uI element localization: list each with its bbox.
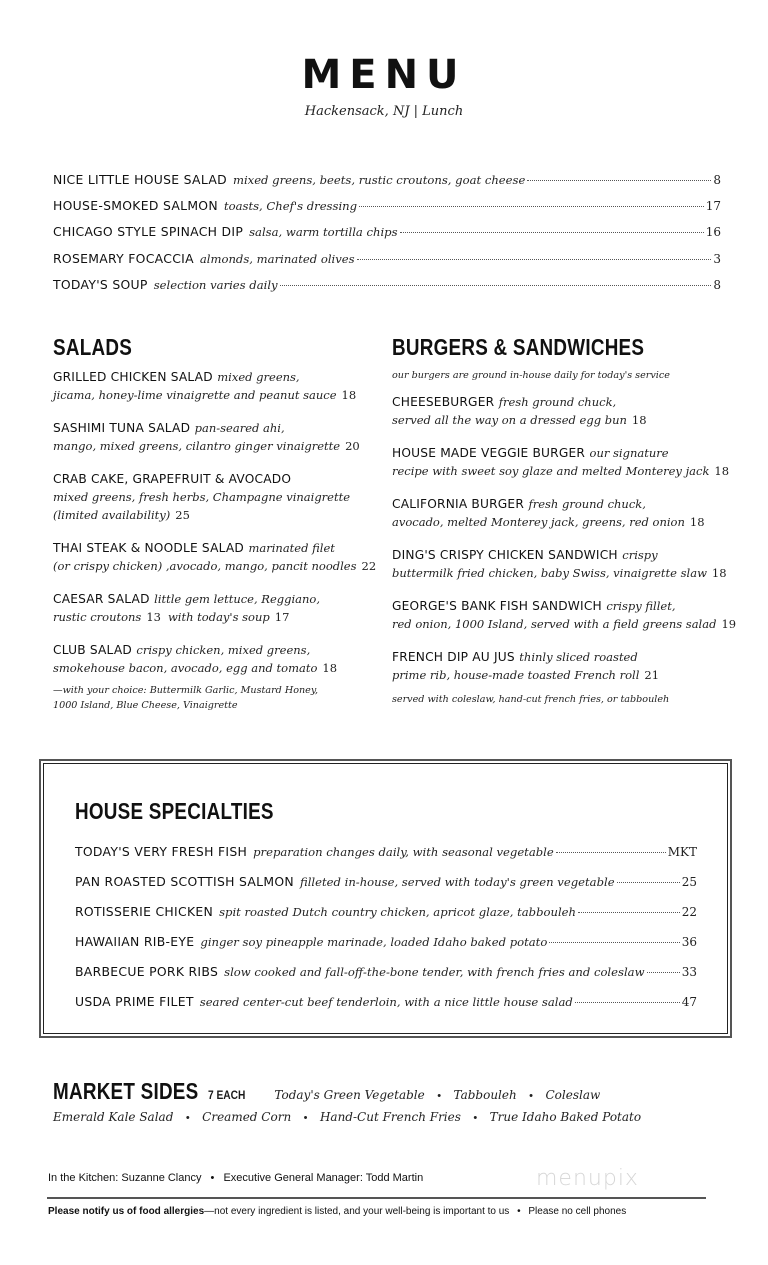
item-price: 20 [345, 439, 360, 453]
item-name: CHEESEBURGER [392, 395, 495, 409]
sides-row-2 [53, 1108, 733, 1126]
cell-phone-notice: Please no cell phones [528, 1206, 627, 1217]
item-name: ROSEMARY FOCACCIA [53, 250, 194, 266]
starter-item [53, 251, 721, 277]
item-description: fresh ground chuck, [528, 497, 646, 511]
salads-section [53, 334, 377, 713]
item-description: mango, mixed greens, cilantro ginger vinaigrette [53, 439, 341, 453]
item-name: DING'S CRISPY CHICKEN SANDWICH [392, 548, 618, 562]
item-price: 25 [175, 508, 190, 522]
bullet-separator: • [210, 1172, 215, 1184]
item-name: HOUSE-SMOKED SALMON [53, 198, 218, 214]
item-description: mixed greens, fresh herbs, Champagne vinaigrette [53, 490, 351, 504]
burger-item [392, 444, 737, 480]
item-name: CAESAR SALAD [53, 592, 150, 606]
item-name: HAWAIIAN RIB-EYE [75, 934, 195, 949]
item-description: jicama, honey-lime vinaigrette and peanut sauce [53, 388, 337, 402]
burger-item [392, 393, 737, 429]
item-description: selection varies daily [153, 277, 278, 292]
item-description: almonds, marinated olives [199, 251, 355, 266]
item-description: our signature [589, 446, 669, 460]
item-price: 36 [681, 935, 697, 949]
item-price: 18 [689, 515, 705, 529]
item-price: 33 [681, 965, 697, 979]
item-description: toasts, Chef's dressing [223, 199, 358, 214]
salad-item [53, 368, 373, 404]
side-item: Emerald Kale Salad [53, 1110, 174, 1124]
footer-divider [47, 1197, 706, 1199]
item-description: crispy chicken, mixed greens, [136, 643, 311, 657]
bullet-separator: • [473, 1112, 478, 1124]
item-price: 17 [705, 199, 721, 214]
specialty-item [75, 994, 697, 1024]
burger-item [392, 546, 737, 582]
item-description: buttermilk fried chicken, baby Swiss, vinaigrette slaw [392, 566, 707, 580]
item-description: marinated filet [248, 541, 335, 555]
item-description: avocado, melted Monterey jack, greens, red onion [392, 515, 685, 529]
salad-item [53, 419, 373, 455]
item-price: 18 [714, 464, 730, 478]
item-price: 18 [322, 661, 338, 675]
item-description: rustic croutons [53, 610, 142, 624]
item-description: spit roasted Dutch country chicken, apricot glaze, tabbouleh [219, 905, 576, 919]
specialty-item [75, 904, 697, 934]
section-heading-burgers: BURGERS & SANDWICHES [392, 334, 645, 360]
starters-list [53, 172, 721, 303]
dressing-note: —with your choice: Buttermilk Garlic, Mustard Honey, [53, 685, 319, 696]
menu-title: MENU [301, 52, 467, 98]
staff-credits [48, 1172, 423, 1184]
dot-leader [647, 972, 680, 973]
menu-subtitle: Hackensack, NJ | Lunch [304, 104, 464, 119]
item-name: GRILLED CHICKEN SALAD [53, 370, 213, 384]
burger-item [392, 648, 737, 684]
dot-leader [527, 180, 711, 181]
dot-leader [578, 912, 680, 913]
item-description: mixed greens, beets, rustic croutons, goat cheese [232, 173, 526, 187]
specialty-item [75, 874, 697, 904]
salad-item [53, 641, 373, 677]
item-description: seared center-cut beef tenderloin, with a nice little house salad [199, 995, 573, 1009]
burger-item [392, 597, 737, 633]
item-description: served all the way on a dressed egg bun [392, 413, 627, 427]
item-name: CHICAGO STYLE SPINACH DIP [53, 224, 244, 240]
side-item: Coleslaw [545, 1088, 601, 1102]
item-name: CALIFORNIA BURGER [392, 497, 524, 511]
item-name: SASHIMI TUNA SALAD [53, 421, 191, 435]
item-price: 18 [711, 566, 727, 580]
bullet-separator: • [185, 1112, 190, 1124]
item-price: 13 [146, 610, 161, 624]
bullet-separator: • [529, 1090, 534, 1102]
dot-leader [549, 942, 679, 943]
starter-item [53, 198, 721, 224]
salad-item [53, 539, 377, 575]
bullet-separator: • [303, 1112, 308, 1124]
item-description: fresh ground chuck, [498, 395, 617, 409]
section-heading-salads: SALADS [53, 334, 133, 360]
item-price: 25 [681, 875, 697, 889]
item-addon: with today's soup [167, 610, 270, 624]
item-name: CLUB SALAD [53, 643, 132, 657]
item-description: crispy [622, 548, 658, 562]
item-price: 47 [681, 995, 697, 1009]
item-description: little gem lettuce, Reggiano, [154, 592, 321, 606]
item-description: prime rib, house-made toasted French roll [392, 668, 640, 682]
item-name: TODAY'S SOUP [53, 276, 148, 292]
item-price: 22 [681, 905, 697, 919]
specialty-item [75, 844, 697, 874]
manager-credit: Executive General Manager: Todd Martin [223, 1172, 424, 1184]
item-name: THAI STEAK & NOODLE SALAD [53, 541, 245, 555]
salad-item [53, 470, 373, 524]
item-description: thinly sliced roasted [519, 650, 638, 664]
dot-leader [575, 1002, 680, 1003]
item-description: (or crispy chicken) ,avocado, mango, pancit noodles [53, 559, 357, 573]
item-name: BARBECUE PORK RIBS [75, 964, 219, 979]
side-item: Hand-Cut French Fries [319, 1110, 461, 1124]
starter-item [53, 172, 721, 198]
dot-leader [357, 259, 712, 260]
allergy-notice [48, 1206, 626, 1217]
allergy-notice-text: —not every ingredient is listed, and your well-being is important to us [204, 1206, 510, 1217]
burgers-intro: our burgers are ground in-house daily for today's service [392, 370, 670, 381]
item-description: slow cooked and fall-off-the-bone tender, with french fries and coleslaw [224, 965, 645, 979]
salad-item [53, 590, 373, 626]
item-name: ROTISSERIE CHICKEN [75, 904, 214, 919]
served-with-note: served with coleslaw, hand-cut french fries, or tabbouleh [392, 694, 670, 705]
item-description: red onion, 1000 Island, served with a field greens salad [392, 617, 717, 631]
side-item: Creamed Corn [202, 1110, 292, 1124]
item-description: pan-seared ahi, [194, 421, 285, 435]
item-description: recipe with sweet soy glaze and melted Monterey jack [392, 464, 710, 478]
dot-leader [617, 882, 680, 883]
item-price: 22 [361, 559, 377, 573]
specialties-list [75, 844, 697, 1024]
item-description: preparation changes daily, with seasonal vegetable [253, 845, 554, 859]
watermark-logo: menupix [536, 1166, 639, 1191]
burger-item [392, 495, 737, 531]
bullet-separator: • [517, 1206, 521, 1217]
market-sides-section [53, 1078, 733, 1126]
dot-leader [400, 232, 704, 233]
bullet-separator: • [437, 1090, 442, 1102]
item-price: 8 [713, 173, 721, 187]
item-price: 18 [341, 388, 357, 402]
item-price: 8 [713, 277, 721, 292]
section-heading-market-sides: MARKET SIDES [53, 1078, 199, 1104]
item-name: NICE LITTLE HOUSE SALAD [53, 172, 227, 187]
item-description: salsa, warm tortilla chips [249, 225, 398, 240]
allergy-notice-bold: Please notify us of food allergies [48, 1206, 205, 1217]
item-name: PAN ROASTED SCOTTISH SALMON [75, 874, 294, 889]
sides-row-1 [274, 1086, 600, 1104]
dot-leader [359, 206, 704, 207]
item-description: mixed greens, [217, 370, 300, 384]
section-heading-specialties: HOUSE SPECIALTIES [75, 798, 274, 824]
side-item: Tabbouleh [453, 1088, 517, 1102]
item-description: smokehouse bacon, avocado, egg and tomato [53, 661, 318, 675]
item-price: MKT [667, 845, 697, 859]
item-availability: (limited availability) [53, 508, 171, 522]
dot-leader [280, 285, 712, 286]
item-description: ginger soy pineapple marinade, loaded Idaho baked potato [200, 935, 548, 949]
starter-item [53, 277, 721, 303]
addon-price: 17 [274, 610, 290, 624]
item-name: GEORGE'S BANK FISH SANDWICH [392, 599, 602, 613]
dot-leader [556, 852, 666, 853]
sides-price: 7 EACH [208, 1088, 246, 1102]
item-name: USDA PRIME FILET [75, 994, 194, 1009]
specialty-item [75, 964, 697, 994]
side-item: Today's Green Vegetable [274, 1088, 425, 1102]
item-name: HOUSE MADE VEGGIE BURGER [392, 446, 586, 460]
item-price: 19 [721, 617, 737, 631]
side-item: True Idaho Baked Potato [489, 1110, 642, 1124]
kitchen-credit: In the Kitchen: Suzanne Clancy [48, 1172, 202, 1184]
item-price: 16 [705, 225, 721, 240]
item-price: 18 [631, 413, 647, 427]
specialties-inner-frame [43, 763, 728, 1034]
item-description: crispy fillet, [606, 599, 676, 613]
burgers-section [392, 334, 737, 707]
item-name: CRAB CAKE, GRAPEFRUIT & AVOCADO [53, 472, 292, 486]
item-name: TODAY'S VERY FRESH FISH [75, 844, 248, 859]
dressing-note: 1000 Island, Blue Cheese, Vinaigrette [53, 700, 238, 711]
specialties-box [39, 759, 732, 1038]
starter-item [53, 224, 721, 250]
item-price: 3 [713, 251, 721, 266]
item-description: filleted in-house, served with today's green vegetable [299, 875, 615, 889]
specialty-item [75, 934, 697, 964]
item-name: FRENCH DIP AU JUS [392, 650, 515, 664]
item-price: 21 [644, 668, 660, 682]
